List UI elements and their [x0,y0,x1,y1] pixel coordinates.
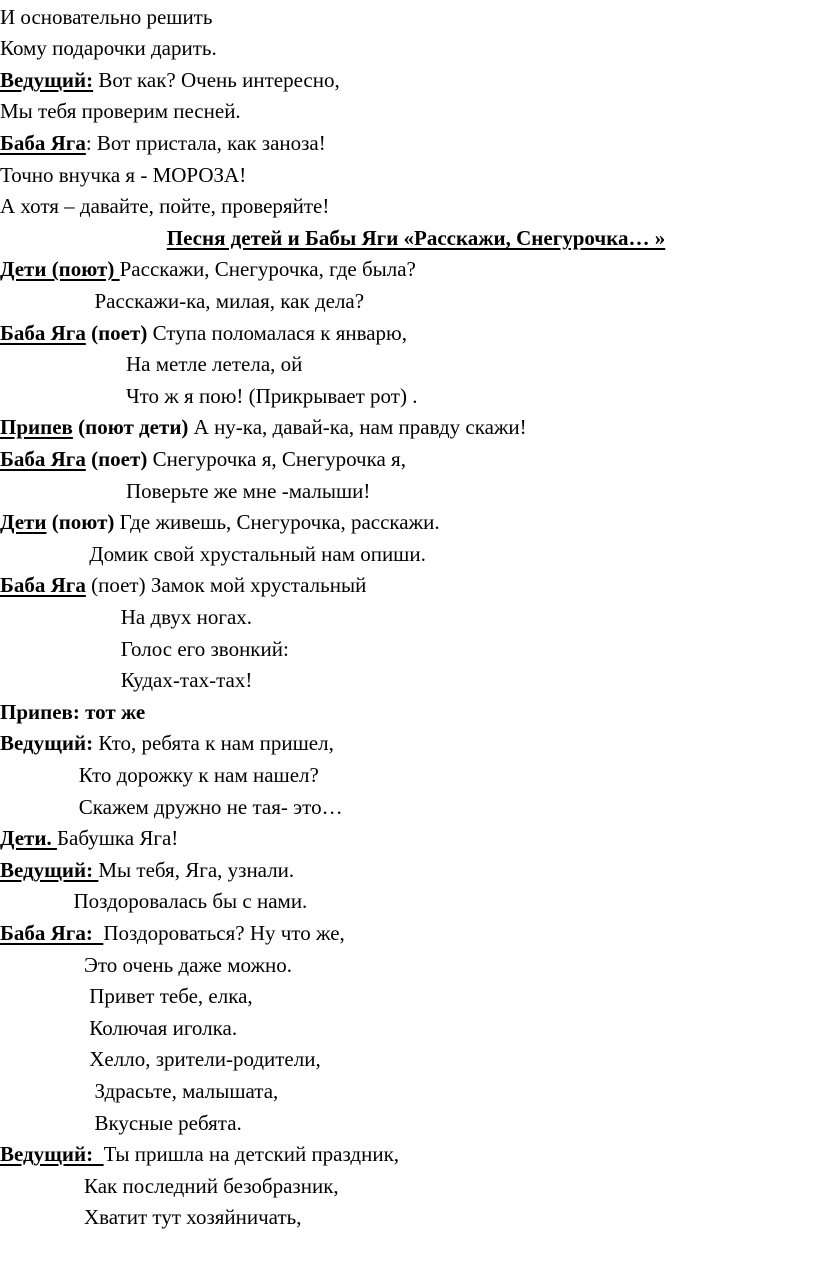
text-line [0,256,416,282]
line-text: Кому подарочки дарить. [0,36,217,60]
song-title-text: Песня детей и Бабы Яги «Расскажи, Снегурочка… » [166,226,666,250]
line-text: Бабушка Яга! [56,826,179,850]
text-line [0,193,329,219]
text-line [0,162,246,188]
text-line [0,509,440,535]
line-text: Расскажи, Снегурочка, где была? [119,257,416,281]
speaker-label: Припев [0,415,73,439]
speaker-label: Баба Яга: [0,921,104,945]
text-line [0,1110,242,1136]
line-text: (поет) Замок мой хрустальный [85,573,367,597]
text-line [0,351,302,377]
text-line [0,1173,339,1199]
speaker-label: Дети [0,510,47,534]
text-line [0,572,366,598]
speaker-label: Баба Яга [0,321,86,345]
line-text: На метле летела, ой [0,352,303,376]
chorus-note: Припев: тот же [0,700,146,724]
line-text: Здрасьте, малышата, [0,1079,279,1103]
line-text: Поздороваться? Ну что же, [103,921,345,945]
line-text: Домик свой хрустальный нам опиши. [0,542,426,566]
text-line [0,667,252,693]
speaker-label: Баба Яга [0,447,86,471]
speaker-label: Ведущий: [0,858,99,882]
speaker-label: Ведущий: [0,731,94,755]
stage-direction: (поют) [46,510,115,534]
line-text: Ты пришла на детский праздник, [103,1142,400,1166]
text-line [0,1141,399,1167]
line-text: Вкусные ребята. [0,1111,242,1135]
text-line [0,1046,321,1072]
line-text: : Вот пристала, как заноза! [85,131,326,155]
stage-direction: (поют дети) [72,415,189,439]
text-line [0,920,345,946]
line-text: Скажем дружно не тая- это… [0,795,343,819]
line-text: На двух ногах. [0,605,253,629]
text-line [0,67,340,93]
line-text: Ступа поломалася к январю, [147,321,407,345]
text-line [0,1015,237,1041]
line-text: Снегурочка я, Снегурочка я, [147,447,406,471]
text-line [0,383,417,409]
text-line [0,1078,278,1104]
text-line [0,730,334,756]
speaker-label: Дети (поют) [0,257,120,281]
text-line [0,952,292,978]
speaker-label: Ведущий: [0,1142,104,1166]
text-line [0,320,407,346]
text-line [0,414,527,440]
text-line [0,35,217,61]
text-line [0,762,319,788]
text-line [0,983,253,1009]
line-text: Привет тебе, елка, [0,984,253,1008]
text-line [0,604,252,630]
text-line [0,288,364,314]
line-text: А хотя – давайте, пойте, проверяйте! [0,194,330,218]
text-line [0,446,406,472]
text-line [0,541,426,567]
line-text: Поздоровалась бы с нами. [0,889,308,913]
line-text: Колючая иголка. [0,1016,238,1040]
line-text: Голос его звонкий: [0,637,289,661]
text-line [0,636,289,662]
text-line [0,699,145,725]
line-text: Что ж я пою! (Прикрывает рот) . [0,384,418,408]
line-text: Мы тебя проверим песней. [0,99,241,123]
line-text: Вот как? Очень интересно, [93,68,340,92]
line-text: Кто, ребята к нам пришел, [93,731,334,755]
text-line [0,888,307,914]
text-line [0,857,294,883]
line-text: Хелло, зрители-родители, [0,1047,321,1071]
line-text: Кудах-тах-тах! [0,668,253,692]
speaker-label: Ведущий: [0,68,94,92]
line-text: И основательно решить [0,5,213,29]
text-line [0,478,370,504]
line-text: Поверьте же мне -малыши! [0,479,371,503]
speaker-label: Баба Яга [0,131,86,155]
line-text: А ну-ка, давай-ка, нам правду скажи! [188,415,527,439]
speaker-label: Дети. [0,826,57,850]
line-text: Мы тебя, Яга, узнали. [98,858,295,882]
line-text: Точно внучка я - МОРОЗА! [0,163,247,187]
speaker-label: Баба Яга [0,573,86,597]
line-text: Расскажи-ка, милая, как дела? [0,289,365,313]
song-title [0,225,816,251]
text-line [0,825,178,851]
text-line [0,794,343,820]
line-text: Как последний безобразник, [0,1174,339,1198]
line-text: Это очень даже можно. [0,953,292,977]
line-text: Кто дорожку к нам нашел? [0,763,319,787]
text-line [0,1204,301,1230]
line-text: Хватит тут хозяйничать, [0,1205,302,1229]
line-text: Где живешь, Снегурочка, расскажи. [114,510,440,534]
text-line [0,98,241,124]
stage-direction: (поет) [85,321,148,345]
text-line [0,130,326,156]
text-line [0,4,212,30]
stage-direction: (поет) [85,447,148,471]
